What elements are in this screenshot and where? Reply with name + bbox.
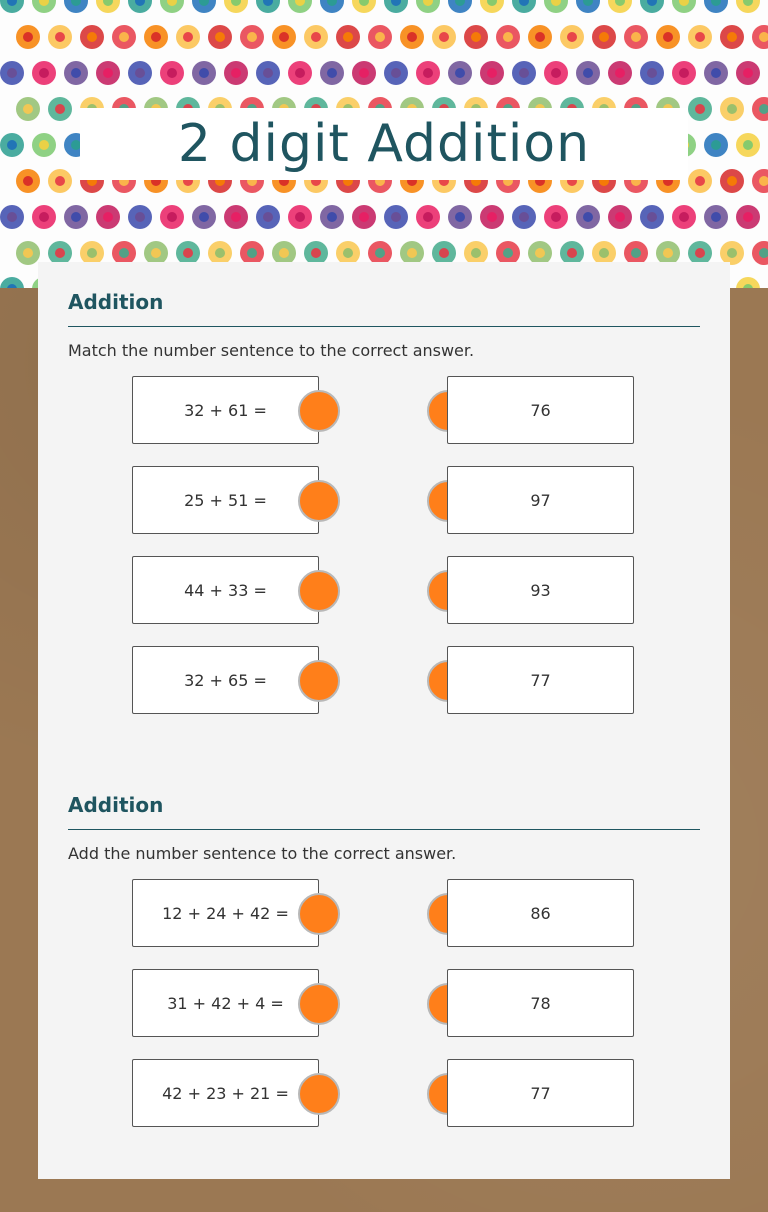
decor-dot-center — [263, 68, 273, 78]
decor-dot-center — [647, 68, 657, 78]
decor-dot-center — [55, 104, 65, 114]
decor-dot-center — [119, 32, 129, 42]
decor-dot-center — [487, 212, 497, 222]
worksheet — [38, 262, 730, 1179]
decor-dot-center — [279, 248, 289, 258]
decor-dot-center — [679, 212, 689, 222]
decor-dot-center — [727, 104, 737, 114]
decor-dot-center — [215, 32, 225, 42]
decor-dot-center — [55, 176, 65, 186]
right-item: 78 — [447, 969, 634, 1037]
decor-dot-center — [727, 32, 737, 42]
decor-dot-center — [39, 68, 49, 78]
decor-dot-center — [263, 212, 273, 222]
left-connector-dot[interactable] — [298, 570, 340, 612]
left-connector-dot[interactable] — [298, 480, 340, 522]
decor-dot-center — [119, 248, 129, 258]
decor-dot-center — [439, 32, 449, 42]
decor-dot-center — [535, 248, 545, 258]
decor-dot-center — [23, 248, 33, 258]
decor-dot-center — [519, 68, 529, 78]
left-connector-dot[interactable] — [298, 983, 340, 1025]
decor-dot-center — [167, 212, 177, 222]
left-item: 42 + 23 + 21 = — [132, 1059, 319, 1127]
decor-dot-center — [679, 68, 689, 78]
decor-dot-center — [23, 176, 33, 186]
decor-dot-center — [167, 68, 177, 78]
decor-dot-center — [695, 104, 705, 114]
decor-dot-center — [567, 32, 577, 42]
decor-dot-center — [55, 248, 65, 258]
decor-dot-center — [471, 32, 481, 42]
decor-dot-center — [631, 32, 641, 42]
decor-dot-center — [343, 32, 353, 42]
decor-dot-center — [455, 68, 465, 78]
left-item: 44 + 33 = — [132, 556, 319, 624]
right-item: 93 — [447, 556, 634, 624]
decor-dot-center — [695, 248, 705, 258]
decor-dot-center — [327, 212, 337, 222]
decor-dot-center — [7, 212, 17, 222]
left-item: 12 + 24 + 42 = — [132, 879, 319, 947]
decor-dot-center — [215, 248, 225, 258]
decor-dot-center — [231, 68, 241, 78]
right-item: 97 — [447, 466, 634, 534]
decor-dot-center — [327, 68, 337, 78]
decor-dot-center — [407, 32, 417, 42]
decor-dot-center — [615, 68, 625, 78]
decor-dot-center — [407, 248, 417, 258]
decor-dot-center — [551, 68, 561, 78]
decor-dot-center — [439, 248, 449, 258]
decor-dot-center — [311, 248, 321, 258]
decor-dot-center — [455, 212, 465, 222]
decor-dot-center — [631, 248, 641, 258]
decor-dot-center — [71, 68, 81, 78]
left-connector-dot[interactable] — [298, 390, 340, 432]
decor-dot-center — [295, 212, 305, 222]
decor-dot-center — [183, 32, 193, 42]
decor-dot-center — [295, 68, 305, 78]
decor-dot-center — [503, 32, 513, 42]
decor-dot-center — [695, 32, 705, 42]
decor-dot-center — [727, 248, 737, 258]
decor-dot-center — [247, 248, 257, 258]
decor-dot-center — [695, 176, 705, 186]
decor-dot-center — [423, 68, 433, 78]
decor-dot-center — [7, 68, 17, 78]
decor-dot-center — [711, 140, 721, 150]
right-item: 76 — [447, 376, 634, 444]
decor-dot-center — [599, 32, 609, 42]
section-heading: Addition — [68, 290, 700, 327]
decor-dot-center — [7, 140, 17, 150]
decor-dot-center — [183, 248, 193, 258]
decor-dot-center — [567, 248, 577, 258]
left-item: 32 + 65 = — [132, 646, 319, 714]
left-item: 32 + 61 = — [132, 376, 319, 444]
section-1 — [68, 290, 700, 360]
decor-dot-center — [423, 212, 433, 222]
section-instructions: Add the number sentence to the correct answer. — [68, 844, 457, 863]
decor-dot-center — [647, 212, 657, 222]
decor-dot-center — [535, 32, 545, 42]
section-heading: Addition — [68, 793, 700, 830]
decor-dot-center — [391, 212, 401, 222]
section-instructions: Match the number sentence to the correct answer. — [68, 341, 475, 360]
right-item: 86 — [447, 879, 634, 947]
decor-dot-center — [23, 104, 33, 114]
decor-dot-center — [151, 248, 161, 258]
decor-dot-center — [471, 248, 481, 258]
decor-dot-center — [375, 248, 385, 258]
decor-dot-center — [583, 212, 593, 222]
decor-dot-center — [199, 212, 209, 222]
decor-dot-center — [391, 68, 401, 78]
decor-dot-center — [487, 68, 497, 78]
decor-dot-center — [247, 32, 257, 42]
decor-dot-center — [39, 140, 49, 150]
decor-dot-center — [55, 32, 65, 42]
header-banner — [0, 0, 768, 288]
decor-dot-center — [103, 68, 113, 78]
decor-dot-center — [375, 32, 385, 42]
decor-dot-center — [87, 32, 97, 42]
decor-dot-center — [23, 32, 33, 42]
left-connector-dot[interactable] — [298, 660, 340, 702]
left-item: 25 + 51 = — [132, 466, 319, 534]
decor-dot-center — [135, 68, 145, 78]
decor-dot-center — [359, 68, 369, 78]
section-2 — [68, 793, 700, 863]
decor-dot-center — [343, 248, 353, 258]
left-connector-dot[interactable] — [298, 1073, 340, 1115]
decor-dot-center — [519, 212, 529, 222]
decor-dot-center — [503, 248, 513, 258]
decor-dot-center — [663, 248, 673, 258]
decor-dot-center — [551, 212, 561, 222]
decor-dot-center — [103, 212, 113, 222]
decor-dot-center — [311, 32, 321, 42]
decor-dot-center — [711, 212, 721, 222]
decor-dot-center — [151, 32, 161, 42]
decor-dot-center — [711, 68, 721, 78]
decor-dot-center — [359, 212, 369, 222]
title-box — [80, 108, 688, 180]
decor-dot-center — [39, 212, 49, 222]
decor-dot-center — [71, 212, 81, 222]
decor-dot-center — [583, 68, 593, 78]
decor-dot-center — [199, 68, 209, 78]
decor-dot-center — [727, 176, 737, 186]
decor-dot-center — [743, 68, 753, 78]
right-item: 77 — [447, 1059, 634, 1127]
decor-dot-center — [231, 212, 241, 222]
decor-dot-center — [599, 248, 609, 258]
left-connector-dot[interactable] — [298, 893, 340, 935]
decor-dot-center — [87, 248, 97, 258]
decor-dot-center — [743, 140, 753, 150]
decor-dot-center — [135, 212, 145, 222]
right-item: 77 — [447, 646, 634, 714]
decor-dot-center — [615, 212, 625, 222]
decor-dot-center — [279, 32, 289, 42]
decor-dot-center — [663, 32, 673, 42]
decor-dot-center — [743, 212, 753, 222]
page-title: 2 digit Addition — [177, 114, 591, 174]
left-item: 31 + 42 + 4 = — [132, 969, 319, 1037]
